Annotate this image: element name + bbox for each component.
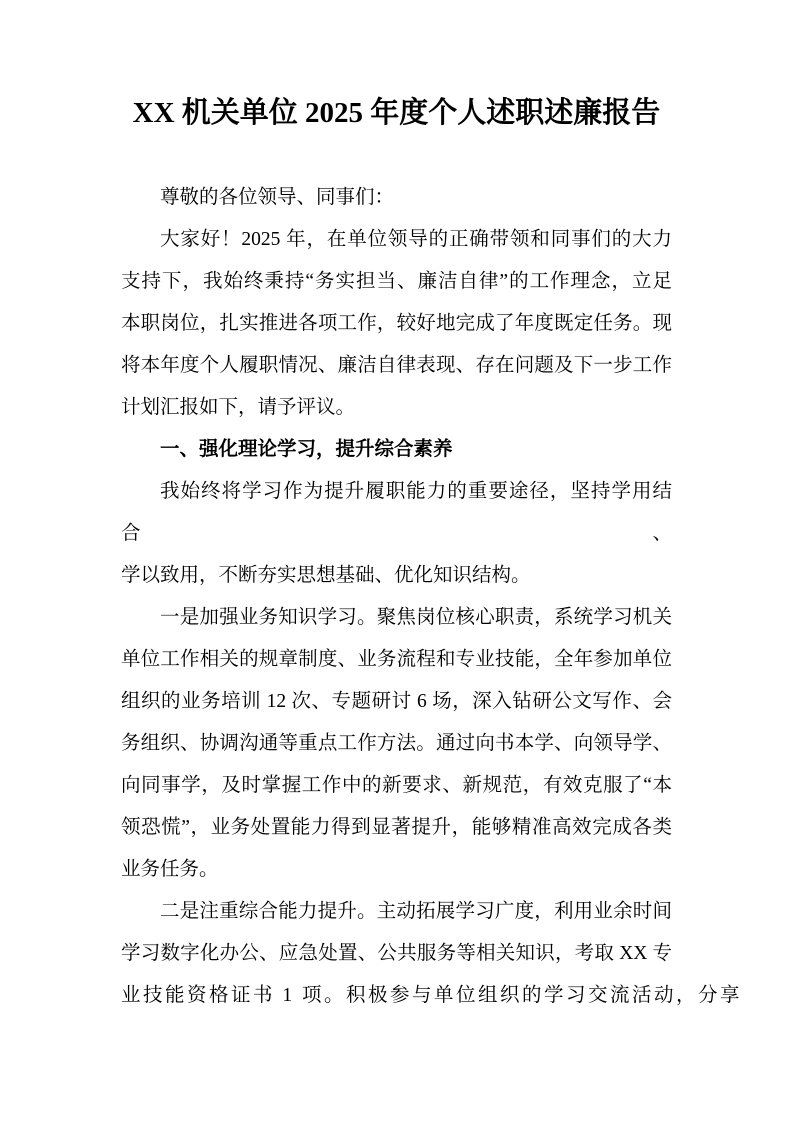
- body-line: 支持下，我始终秉持“务实担当、廉洁自律”的工作理念，立足: [121, 271, 672, 292]
- body-line: 组织的业务培训 12 次、专题研讨 6 场，深入钻研公文写作、会: [121, 691, 672, 712]
- body-line: 将本年度个人履职情况、廉洁自律表现、存在问题及下一步工作: [121, 355, 672, 376]
- section-heading-1: [121, 429, 672, 471]
- body-line: 计划汇报如下，请予评议。: [121, 397, 356, 418]
- section-heading-text: 一、强化理论学习，提升综合素养: [160, 439, 453, 460]
- body-line: 单位工作相关的规章制度、业务流程和专业技能，全年参加单位: [121, 649, 672, 670]
- paragraph-study-overview: [121, 471, 672, 597]
- body-line: 一是加强业务知识学习。聚焦岗位核心职责，系统学习机关: [160, 607, 672, 628]
- paragraph-comprehensive-ability: [121, 891, 743, 1017]
- body-line: 学习数字化办公、应急处置、公共服务等相关知识，考取 XX 专: [121, 943, 672, 964]
- paragraph-business-learning: [121, 597, 672, 891]
- body-line: 领恐慌”，业务处置能力得到显著提升，能够精准高效完成各类: [121, 817, 672, 838]
- body-line: 大家好！2025 年，在单位领导的正确带领和同事们的大力: [160, 229, 672, 250]
- document-title: XX 机关单位 2025 年度个人述职述廉报告: [132, 97, 661, 129]
- body-line: 务组织、协调沟通等重点工作方法。通过向书本学、向领导学、: [121, 733, 672, 754]
- body-line: 本职岗位，扎实推进各项工作，较好地完成了年度既定任务。现: [121, 313, 672, 334]
- body-line: 我始终将学习作为提升履职能力的重要途径，坚持学用结合、: [121, 481, 672, 544]
- body-line: 学以致用，不断夯实思想基础、优化知识结构。: [121, 565, 531, 586]
- paragraph-intro: [121, 219, 672, 429]
- body-line: 业务任务。: [121, 859, 219, 880]
- body-line: 二是注重综合能力提升。主动拓展学习广度，利用业余时间: [160, 901, 672, 922]
- body-line: 向同事学，及时掌握工作中的新要求、新规范，有效克服了“本: [121, 775, 672, 796]
- salutation-line: 尊敬的各位领导、同事们：: [160, 187, 395, 208]
- body-line: 业技能资格证书 1 项。积极参与单位组织的学习交流活动，分享: [121, 985, 743, 1006]
